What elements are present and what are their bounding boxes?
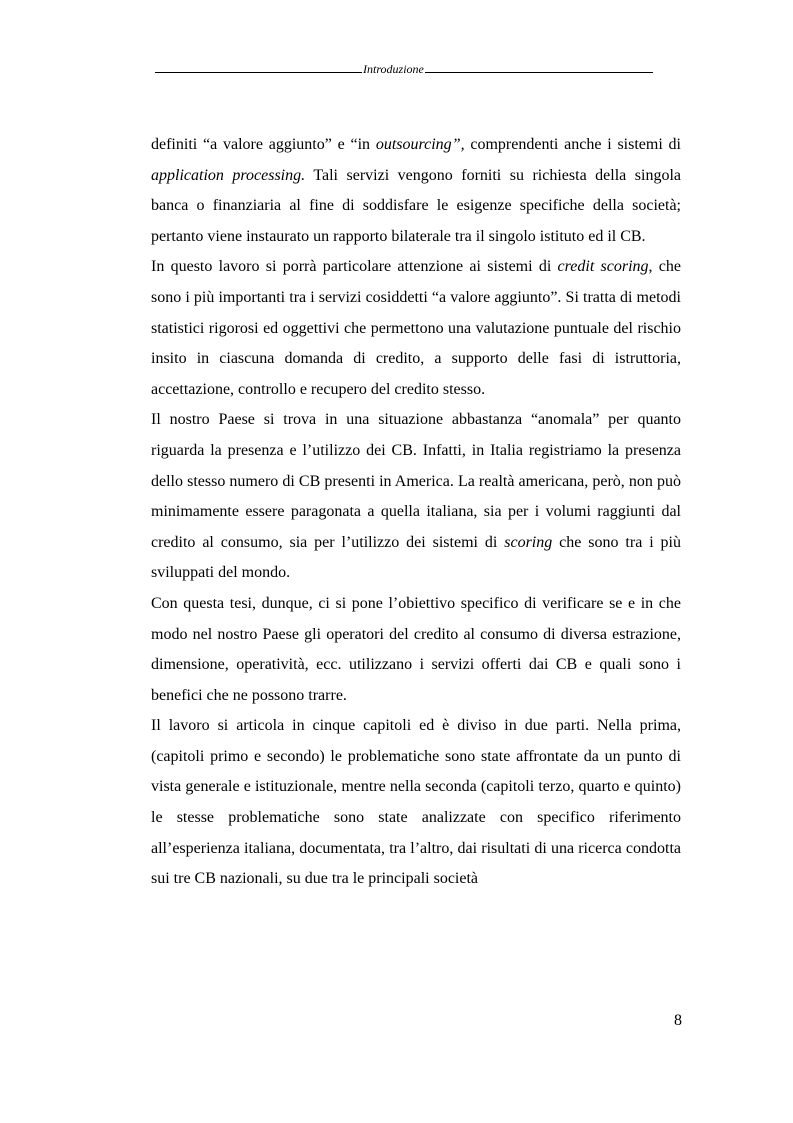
paragraph bbox=[151, 252, 681, 405]
paragraph bbox=[151, 589, 681, 711]
text-segment: comprendenti anche i sistemi di bbox=[464, 136, 681, 153]
paragraph bbox=[151, 405, 681, 589]
paragraph bbox=[151, 711, 681, 895]
text-segment-italic: outsourcing bbox=[375, 136, 452, 153]
text-segment: Il lavoro si articola in cinque capitoli ed è diviso in due parti. Nella prima, (capitoli primo e secondo) le problematiche sono state affrontate da un punto di vista generale e istituzionale, mentre nella seconda (capitoli terzo, quarto e quinto) le stesse problematiche sono state analizzate con specifico riferimento all’esperienza italiana, documentata, tra l’altro, dai risultati di una ricerca condotta sui tre CB nazionali, su due tra le principali società bbox=[151, 717, 681, 888]
text-segment: In questo lavoro si porrà particolare attenzione ai sistemi di bbox=[151, 258, 558, 276]
header-title: Introduzione bbox=[363, 62, 424, 76]
text-segment-italic: application processing. bbox=[151, 166, 306, 184]
text-segment-italic: credit scoring bbox=[557, 258, 649, 276]
paragraph bbox=[151, 130, 681, 252]
body-text bbox=[151, 130, 681, 895]
running-header bbox=[155, 56, 653, 76]
text-segment: Il nostro Paese si trova in una situazione abbastanza “anomala” per quanto riguarda la presenza e l’utilizzo dei CB. Infatti, in Italia registriamo la presenza dello stesso numero di CB presenti in America. La realtà americana, però, non può minimamente essere paragonata a quella italiana, sia per i volumi raggiunti dal credito al consumo, sia per l’utilizzo dei sistemi di bbox=[151, 411, 681, 551]
text-segment-italic: scoring bbox=[504, 533, 553, 551]
text-segment: , che sono i più importanti tra i servizi cosiddetti “a valore aggiunto”. Si tratta di metodi statistici rigorosi ed oggettivi che permettono una valutazione puntuale del rischio insito in ciascuna domanda di credito, a supporto delle fasi di istruttoria, accettazione, controllo e recupero del credito stesso. bbox=[151, 258, 681, 398]
text-segment: che sono tra i più sviluppati del mondo. bbox=[151, 533, 682, 582]
text-segment: definiti “a valore aggiunto” e “in bbox=[151, 136, 376, 153]
text-segment: Con questa tesi, dunque, ci si pone l’obiettivo specifico di verificare se e in che modo nel nostro Paese gli operatori del credito al consumo di diversa estrazione, dimensione, operatività, ecc. utilizzano i servizi offerti dai CB e quali sono i benefici che ne possono trarre. bbox=[151, 594, 681, 704]
page-number: 8 bbox=[674, 1012, 682, 1029]
text-segment: Tali servizi vengono forniti su richiesta della singola banca o finanziaria al fine di soddisfare le esigenze specifiche della società; pertanto viene instaurato un rapporto bilaterale tra il singolo istituto ed il CB. bbox=[151, 166, 681, 245]
header-rule-left bbox=[155, 71, 362, 73]
header-rule-right bbox=[425, 71, 653, 73]
text-segment-italic: ”, bbox=[451, 136, 465, 153]
